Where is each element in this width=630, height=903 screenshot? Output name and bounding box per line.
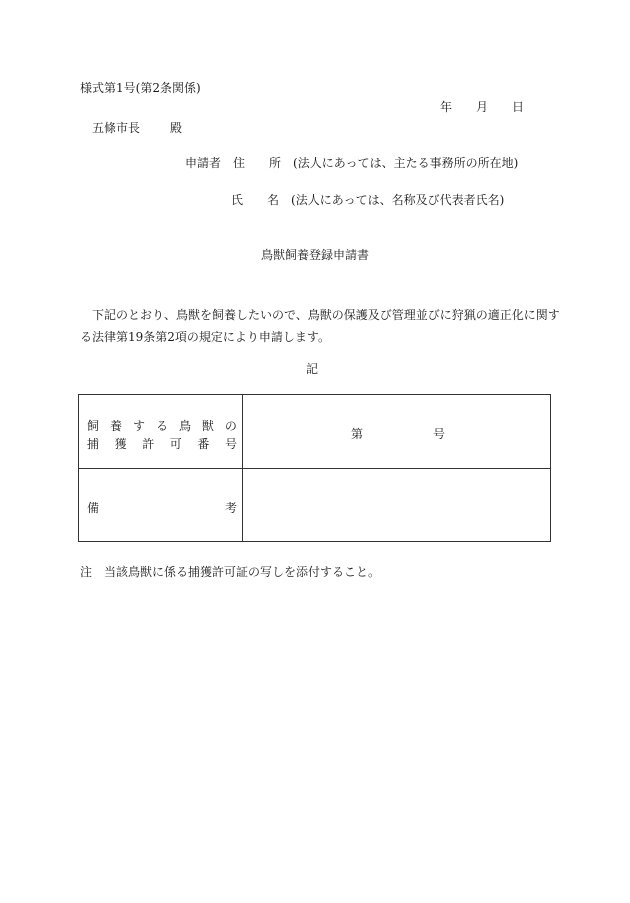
label-char: 番 (197, 437, 210, 451)
address-label-2: 所 (269, 156, 282, 170)
label-char: 獲 (114, 437, 127, 451)
applicant-address-line (185, 156, 518, 170)
table-row-divider (79, 468, 550, 469)
capture-permit-label-line-1 (87, 417, 237, 435)
date-day: 日 (512, 100, 525, 114)
body-line-1: 下記のとおり、鳥獣を飼養したいので、鳥獣の保護及び管理並びに狩猟の適正化に関す (92, 308, 560, 322)
address-label-1: 住 (233, 156, 246, 170)
address-note: (法人にあっては、主たる事務所の所在地) (293, 156, 519, 170)
capture-permit-label-line-2 (87, 435, 237, 453)
permit-number-suffix: 号 (433, 427, 446, 441)
permit-number-prefix: 第 (351, 427, 364, 441)
label-char: 飼 (87, 419, 100, 433)
addressee (92, 121, 182, 135)
label-char: る (155, 419, 168, 433)
body-text (80, 304, 560, 348)
label-char: 養 (109, 419, 122, 433)
note-text: 当該鳥獣に係る捕獲許可証の写しを添付すること。 (104, 565, 381, 579)
label-char: 許 (142, 437, 155, 451)
note (80, 565, 380, 579)
form-number: 様式第1号(第2条関係) (80, 81, 201, 95)
date-year: 年 (440, 100, 453, 114)
name-note: (法人にあっては、名称及び代表者氏名) (291, 193, 505, 207)
note-prefix: 注 (80, 565, 93, 579)
label-char: 捕 (87, 437, 100, 451)
remarks-label-left: 備 (87, 501, 100, 515)
applicant-role: 申請者 (185, 156, 222, 170)
document-title: 鳥獣飼養登録申請書 (260, 248, 369, 262)
name-label-1: 氏 (231, 193, 244, 207)
capture-permit-number-field[interactable] (351, 425, 445, 442)
date-month: 月 (476, 100, 489, 114)
addressee-honorific: 殿 (170, 121, 183, 135)
ki-label: 記 (306, 362, 319, 376)
label-char: 鳥 (178, 419, 191, 433)
label-char: 可 (169, 437, 182, 451)
name-label-2: 名 (267, 193, 280, 207)
label-char: 獣 (201, 419, 214, 433)
remarks-label-right: 考 (224, 501, 237, 515)
capture-permit-label (87, 417, 237, 453)
applicant-name-line (231, 193, 504, 207)
label-char: す (132, 419, 145, 433)
label-char: 号 (224, 437, 237, 451)
addressee-name: 五條市長 (92, 121, 141, 135)
label-char: の (224, 419, 237, 433)
body-line-2: る法律第19条第2項の規定により申請します。 (80, 330, 330, 344)
record-table (78, 394, 551, 542)
date-line (440, 100, 524, 114)
